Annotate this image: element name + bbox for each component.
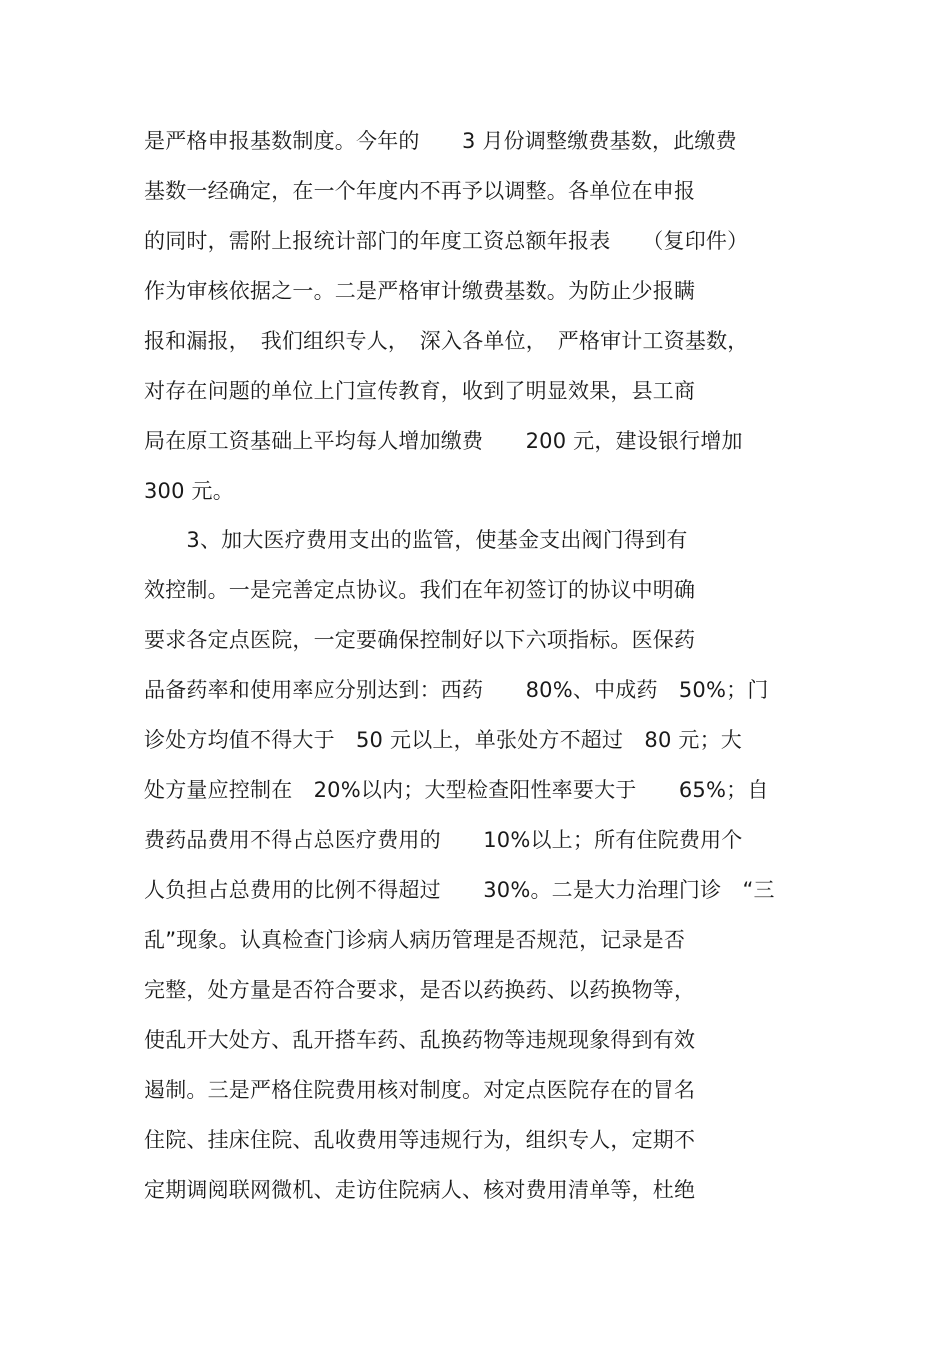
text-line-5: 报和漏报， 我们组织专人， 深入各单位， 严格审计工资基数， xyxy=(144,329,749,353)
text-line-7: 局在原工资基础上平均每人增加缴费 200 元，建设银行增加 xyxy=(144,429,743,453)
text-line-22: 定期调阅联网微机、走访住院病人、核对费用清单等，杜绝 xyxy=(144,1178,696,1202)
text-line-1: 是严格申报基数制度。今年的 3 月份调整缴费基数，此缴费 xyxy=(144,129,737,153)
text-line-4: 作为审核依据之一。二是严格审计缴费基数。为防止少报瞒 xyxy=(144,279,696,303)
text-line-15: 费药品费用不得占总医疗费用的 10%以上；所有住院费用个 xyxy=(144,828,743,852)
text-line-21: 住院、挂床住院、乱收费用等违规行为，组织专人，定期不 xyxy=(144,1128,696,1152)
text-line-10: 效控制。一是完善定点协议。我们在年初签订的协议中明确 xyxy=(144,578,696,602)
text-line-9: 3、加大医疗费用支出的监管，使基金支出阀门得到有 xyxy=(144,528,688,552)
text-line-14: 处方量应控制在 20%以内；大型检查阳性率要大于 65%；自 xyxy=(144,778,769,802)
text-line-20: 遏制。三是严格住院费用核对制度。对定点医院存在的冒名 xyxy=(144,1078,696,1102)
text-line-13: 诊处方均值不得大于 50 元以上，单张处方不超过 80 元；大 xyxy=(144,728,742,752)
text-line-12: 品备药率和使用率应分别达到：西药 80%、中成药 50%；门 xyxy=(144,678,769,702)
text-line-11: 要求各定点医院，一定要确保控制好以下六项指标。医保药 xyxy=(144,628,696,652)
text-line-18: 完整，处方量是否符合要求，是否以药换药、以药换物等， xyxy=(144,978,696,1002)
text-line-6: 对存在问题的单位上门宣传教育，收到了明显效果，县工商 xyxy=(144,379,696,403)
text-line-17: 乱”现象。认真检查门诊病人病历管理是否规范，记录是否 xyxy=(144,928,686,952)
text-line-19: 使乱开大处方、乱开搭车药、乱换药物等违规现象得到有效 xyxy=(144,1028,696,1052)
text-line-2: 基数一经确定，在一个年度内不再予以调整。各单位在申报 xyxy=(144,179,696,203)
text-line-3: 的同时，需附上报统计部门的年度工资总额年报表 （复印件） xyxy=(144,229,749,253)
text-line-16: 人负担占总费用的比例不得超过 30%。二是大力治理门诊 “三 xyxy=(144,878,775,902)
text-line-8: 300 元。 xyxy=(144,479,234,503)
